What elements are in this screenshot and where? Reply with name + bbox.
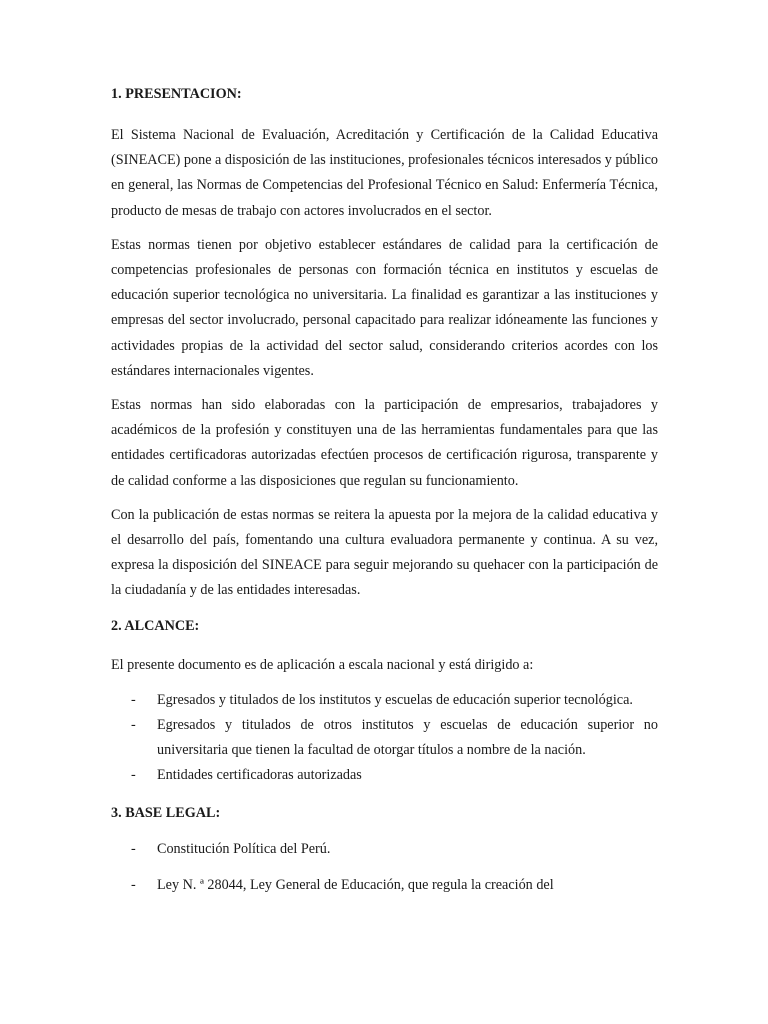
paragraph: Estas normas tienen por objetivo establecer estándares de calidad para la certificación de competencias profesionales de personas con formación técnica en institutos y escuelas de educación superior tecnológica no universitaria. La finalidad es garantizar a las instituciones y empresas del sector involucrado, personal capacitado para realizar idóneamente las funciones y actividades propias de la actividad del sector salud, considerando criterios acordes con los estándares internacionales vigentes.: [111, 236, 658, 379]
base-legal-list: [111, 837, 658, 898]
section-heading-alcance: 2. ALCANCE:: [111, 617, 200, 634]
list-item: [111, 713, 658, 763]
dash-bullet: -: [131, 840, 136, 857]
dash-bullet: -: [131, 717, 136, 734]
paragraph: El presente documento es de aplicación a escala nacional y está dirigido a:: [111, 656, 534, 673]
list-item: [111, 837, 658, 862]
list-item-text: Ley N. ª 28044, Ley General de Educación, que regula la creación del: [157, 876, 554, 893]
dash-bullet: -: [131, 691, 136, 708]
paragraph: Con la publicación de estas normas se reitera la apuesta por la mejora de la calidad educativa y el desarrollo del país, fomentando una cultura evaluadora permanente y continua. A su vez, expresa la disposición del SINEACE para seguir mejorando su quehacer con la participación de la ciudadanía y de las entidades interesadas.: [111, 506, 658, 599]
document-body: [111, 84, 658, 898]
section-heading-presentacion: 1. PRESENTACION:: [111, 86, 242, 102]
dash-bullet: -: [131, 767, 136, 784]
list-item: [111, 763, 658, 788]
paragraph: Estas normas han sido elaboradas con la participación de empresarios, trabajadores y académicos de la profesión y constituyen una de las herramientas fundamentales para que las entidades certificadoras autorizadas efectúen procesos de certificación rigurosa, transparente y de calidad conforme a las disposiciones que regulan su funcionamiento.: [111, 397, 658, 489]
list-item: [111, 873, 658, 898]
alcance-list: [111, 688, 658, 789]
list-item-text: Egresados y titulados de los institutos y escuelas de educación superior tecnológica.: [157, 691, 633, 708]
list-item: [111, 688, 658, 713]
list-item-text: Egresados y titulados de otros institutos y escuelas de educación superior no universitaria que tienen la facultad de otorgar títulos a nombre de la nación.: [157, 717, 658, 759]
list-item-text: Constitución Política del Perú.: [157, 840, 331, 857]
paragraph: El Sistema Nacional de Evaluación, Acreditación y Certificación de la Calidad Educativa (SINEACE) pone a disposición de las instituciones, profesionales técnicos interesados y público en general, las Normas de Competencias del Profesional Técnico en Salud: Enfermería Técnica, producto de mesas de trabajo con actores involucrados en el sector.: [111, 127, 658, 219]
section-heading-base-legal: 3. BASE LEGAL:: [111, 804, 221, 821]
dash-bullet: -: [131, 876, 136, 893]
list-item-text: Entidades certificadoras autorizadas: [157, 767, 362, 784]
